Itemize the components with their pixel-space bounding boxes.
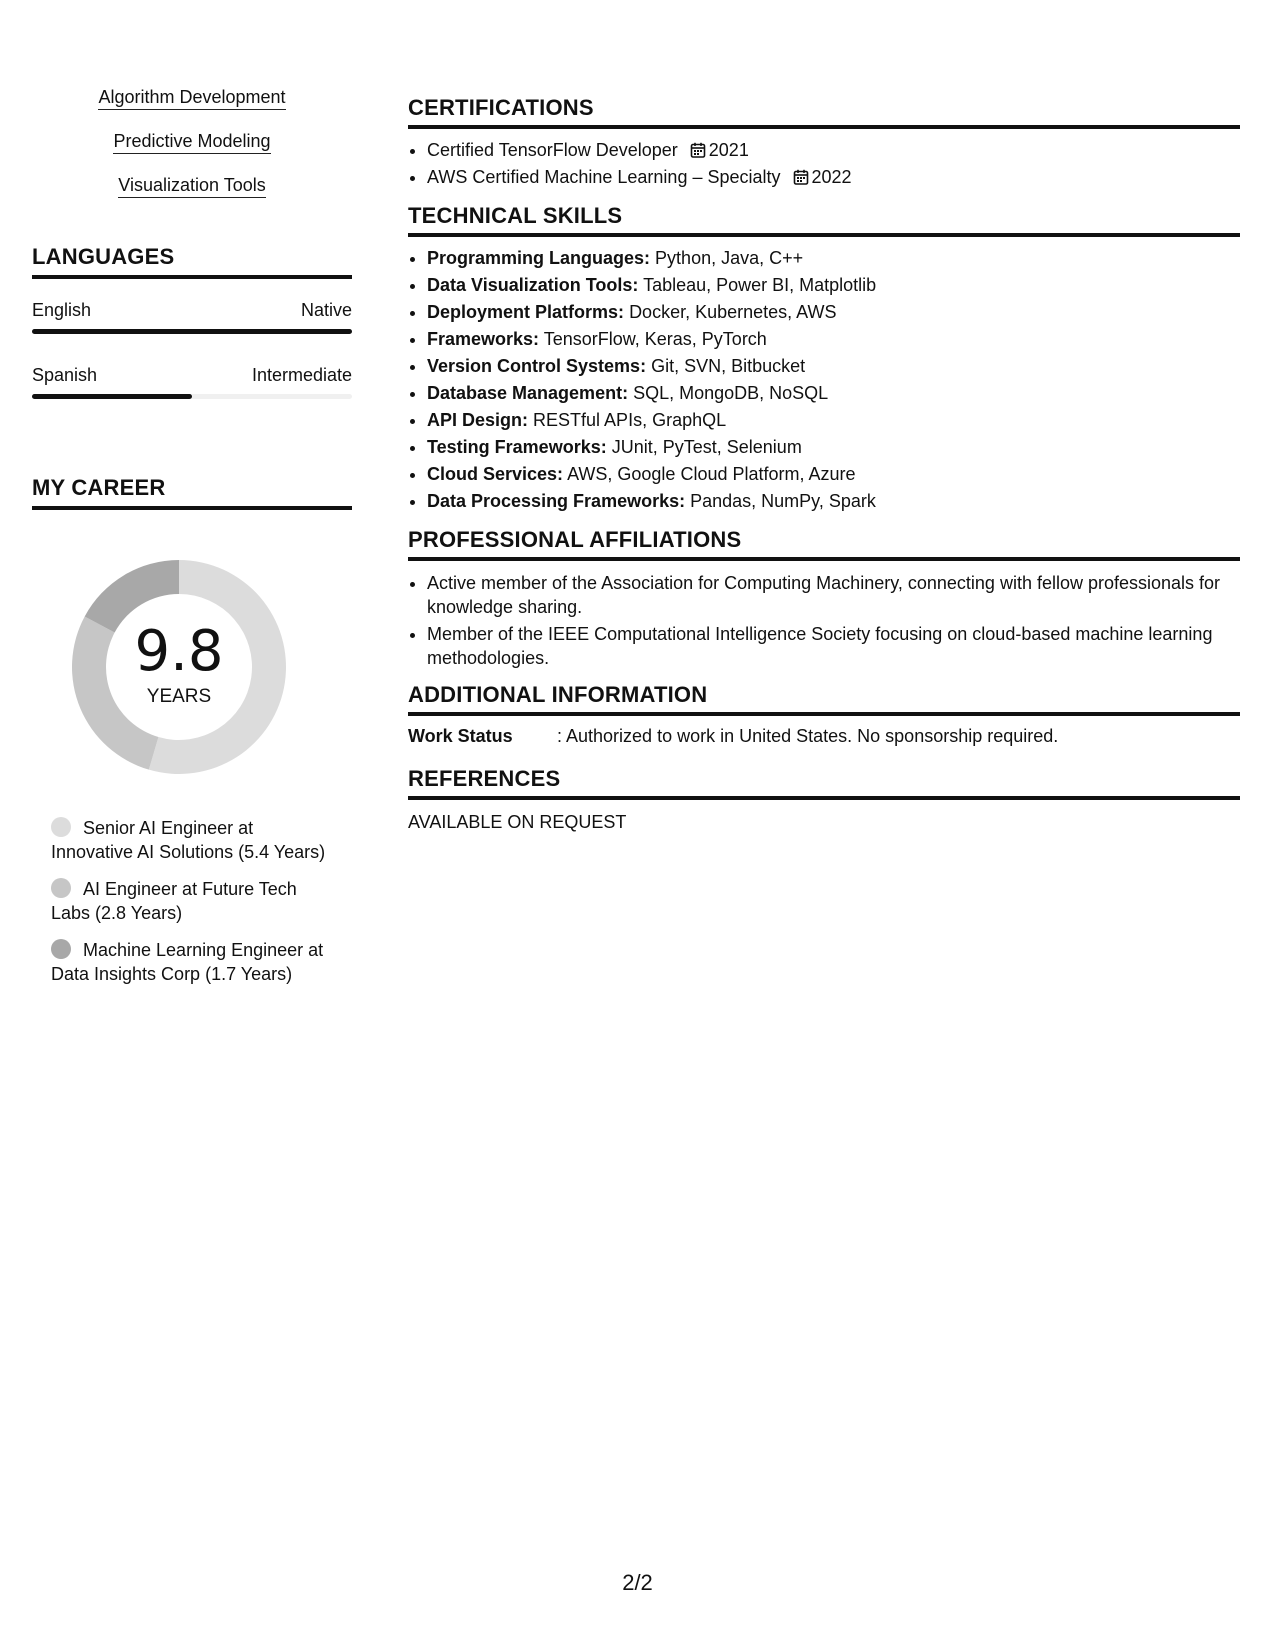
skill-item [427,488,1240,515]
certification-year: 2022 [811,167,852,187]
affiliation-item: • Active member of the Association for Computing Machinery, connecting with fellow professionals for knowledge sharing. [427,571,1240,619]
career-role-label: AI Engineer at Future Tech Labs (2.8 Years) [51,879,297,923]
language-name: English [32,300,92,320]
career-heading: MY CAREER [32,475,352,510]
skill-value: Pandas, NumPy, Spark [690,491,876,511]
references-section [408,766,1240,834]
skill-label: Programming Languages: [427,248,651,268]
skill-item [427,272,1240,299]
technical-skills-heading: TECHNICAL SKILLS [408,203,1240,237]
language-level: Native [300,300,352,320]
career-total-unit: YEARS [146,686,212,707]
skill-item [427,380,1240,407]
work-status-row [408,724,1240,748]
skill-value: Git, SVN, Bitbucket [651,356,806,376]
skill-item [427,434,1240,461]
certifications-section [408,95,1240,191]
legend-dot-icon [51,817,71,837]
language-item [32,364,352,399]
language-bar-fill [32,394,192,399]
skill-value: SQL, MongoDB, NoSQL [633,383,829,403]
references-heading: REFERENCES [408,766,1240,800]
skill-item [427,299,1240,326]
skill-value: RESTful APIs, GraphQL [533,410,727,430]
certifications-list [408,137,1240,191]
skill-label: Testing Frameworks: [427,437,607,457]
donut-center [64,619,294,708]
left-column [32,86,352,999]
page-number: 2/2 [622,1570,653,1595]
certification-name: AWS Certified Machine Learning – Specialty [427,167,781,187]
languages-section [32,244,352,399]
certification-item [427,137,1240,164]
affiliations-list [408,571,1240,670]
technical-skills-list [408,245,1240,515]
skill-label: Data Processing Frameworks: [427,491,686,511]
skill-tag: Predictive Modeling [113,130,270,154]
skill-item [427,461,1240,488]
skill-tag: Visualization Tools [118,174,265,198]
skill-label: Frameworks: [427,329,540,349]
skill-label: Database Management: [427,383,629,403]
work-status-label: Work Status [408,726,513,746]
legend-dot-icon [51,878,71,898]
skill-item [427,326,1240,353]
skill-value: TensorFlow, Keras, PyTorch [543,329,767,349]
skill-item [427,407,1240,434]
career-legend [32,816,352,986]
additional-info-heading: ADDITIONAL INFORMATION [408,682,1240,716]
certification-item [427,164,1240,191]
career-legend-item [51,877,332,925]
language-name: Spanish [32,365,98,385]
skill-item [427,245,1240,272]
right-column [408,95,1240,846]
career-role-label: Machine Learning Engineer at Data Insights Corp (1.7 Years) [51,940,324,984]
skill-label: API Design: [427,410,529,430]
career-role-label: Senior AI Engineer at Innovative AI Solutions (5.4 Years) [51,818,326,862]
certification-name: Certified TensorFlow Developer [427,140,678,160]
career-section [32,475,352,986]
calendar-icon [793,169,809,185]
career-legend-item [51,816,332,864]
skill-value: Docker, Kubernetes, AWS [629,302,837,322]
calendar-icon [690,142,706,158]
language-item [32,299,352,334]
certifications-heading: CERTIFICATIONS [408,95,1240,129]
technical-skills-section [408,203,1240,515]
skill-label: Deployment Platforms: [427,302,625,322]
legend-dot-icon [51,939,71,959]
career-total-value: 9.8 [134,619,224,684]
skill-label: Cloud Services: [427,464,564,484]
affiliations-heading: PROFESSIONAL AFFILIATIONS [408,527,1240,561]
skill-value: Python, Java, C++ [655,248,804,268]
skill-label: Version Control Systems: [427,356,647,376]
skill-tags [32,86,352,218]
skill-value: AWS, Google Cloud Platform, Azure [567,464,856,484]
skill-value: JUnit, PyTest, Selenium [611,437,802,457]
language-level: Intermediate [251,365,352,385]
languages-heading: LANGUAGES [32,244,352,279]
skill-label: Data Visualization Tools: [427,275,639,295]
skill-value: Tableau, Power BI, Matplotlib [643,275,877,295]
skill-item [427,353,1240,380]
references-text: AVAILABLE ON REQUEST [408,812,627,832]
additional-info-section [408,682,1240,748]
language-bar [32,394,352,399]
certification-year: 2021 [708,140,749,160]
language-bar-fill [32,329,352,334]
career-legend-item [51,938,332,986]
affiliation-item: • Member of the IEEE Computational Intelligence Society focusing on cloud-based machine learning methodologies. [427,622,1240,670]
career-donut-chart [64,552,294,782]
affiliations-section [408,527,1240,670]
work-status-value: : Authorized to work in United States. No sponsorship required. [557,726,1059,746]
skill-tag: Algorithm Development [98,86,285,110]
language-bar [32,329,352,334]
